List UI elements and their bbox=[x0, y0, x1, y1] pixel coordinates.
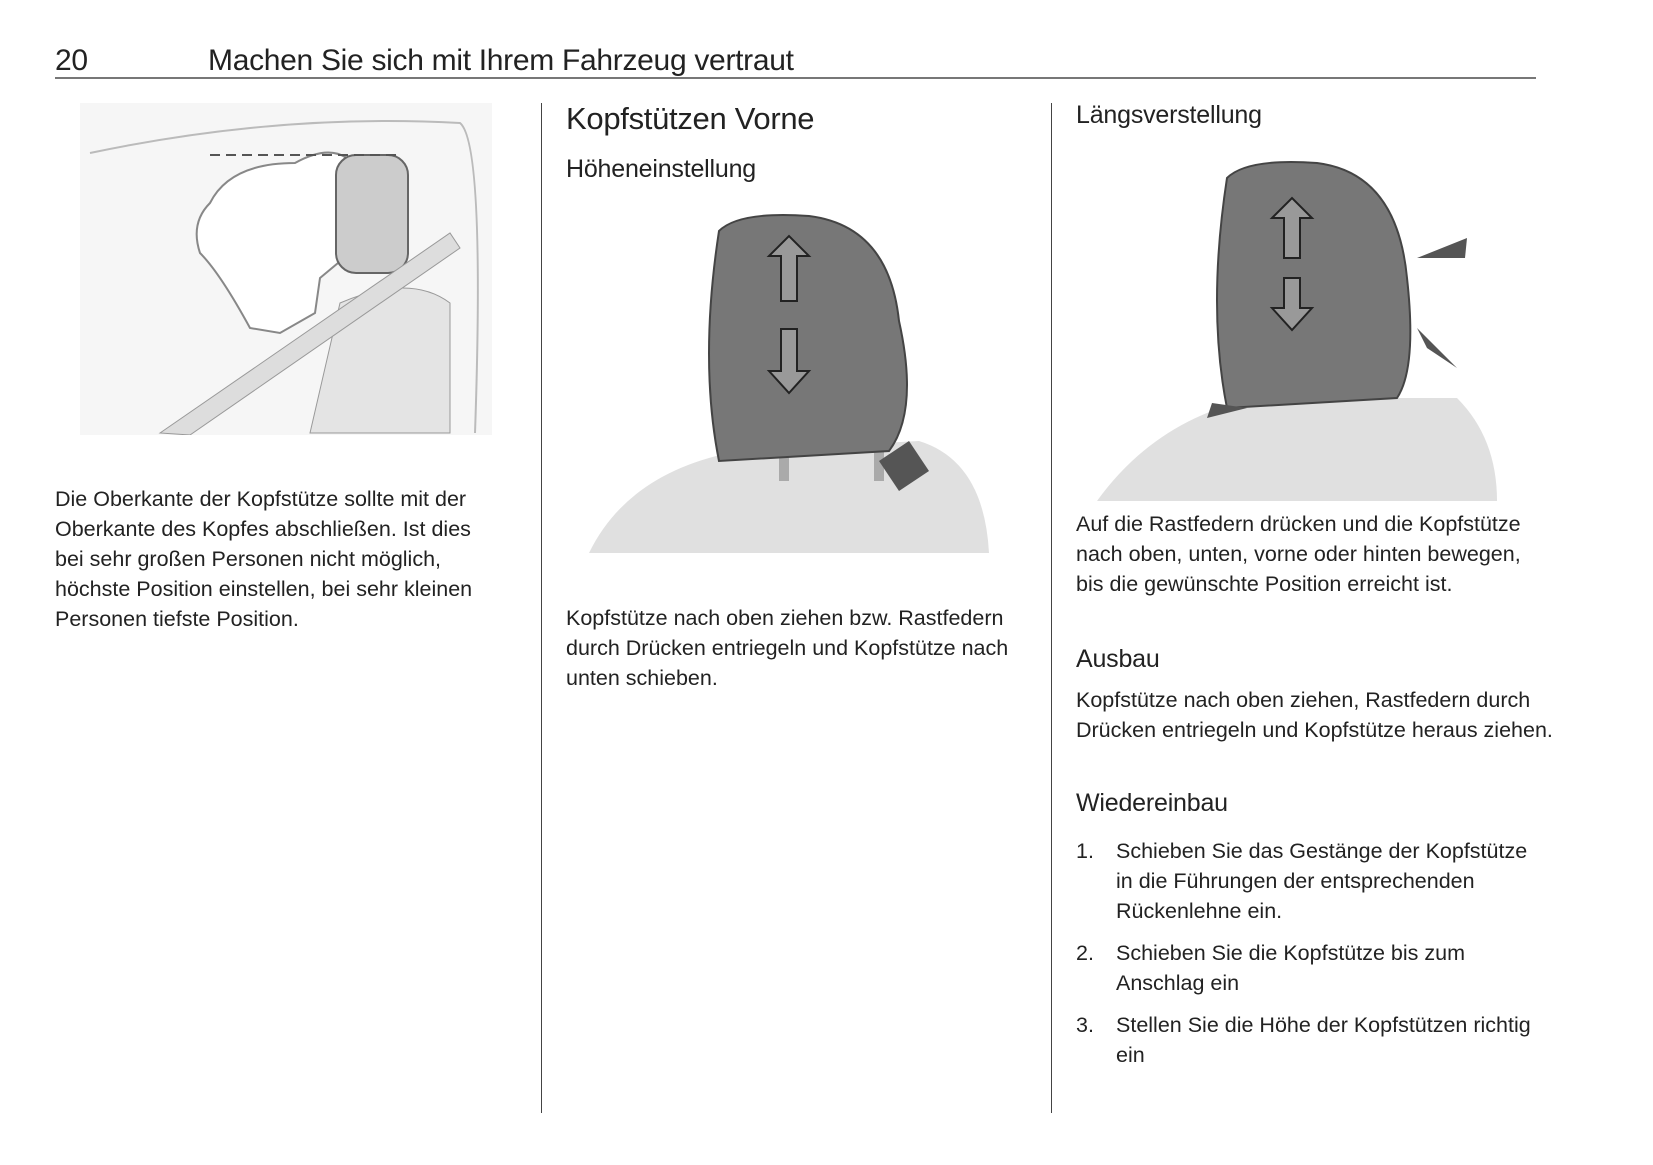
subsection-title-ausbau: Ausbau bbox=[1076, 645, 1160, 673]
ausbau-paragraph: Kopfstütze nach oben ziehen, Rastfedern durch Drücken entriegeln und Kopfstütze heraus ziehen. bbox=[1076, 688, 1553, 742]
reinstall-steps-list bbox=[1076, 836, 1546, 1082]
step-text: Schieben Sie die Kopfstütze bis zum Anschlag ein bbox=[1116, 941, 1465, 995]
list-item bbox=[1076, 836, 1546, 926]
column-divider bbox=[541, 103, 542, 1113]
step-number: 1. bbox=[1076, 839, 1094, 863]
subsection-title: Längsverstellung bbox=[1076, 101, 1262, 129]
header-rule bbox=[55, 77, 1536, 79]
headrest-height-adjustment-illustration bbox=[589, 211, 991, 553]
step-text: Stellen Sie die Höhe der Kopfstützen richtig ein bbox=[1116, 1013, 1531, 1067]
headrest-position-illustration bbox=[80, 103, 492, 435]
height-adjustment-paragraph: Kopfstütze nach oben ziehen bzw. Rastfedern durch Drücken entriegeln und Kopfstütze nach unten schieben. bbox=[566, 606, 1009, 690]
subsection-title: Höheneinstellung bbox=[566, 155, 757, 183]
column-divider bbox=[1051, 103, 1052, 1113]
headrest-height-paragraph: Die Oberkante der Kopfstütze sollte mit der Oberkante des Kopfes abschließen. Ist dies bei sehr großen Personen nicht möglich, höchste Position einstellen, bei sehr kleinen Personen tiefste Position. bbox=[55, 487, 473, 631]
step-number: 2. bbox=[1076, 941, 1094, 965]
page-header-title: Machen Sie sich mit Ihrem Fahrzeug vertraut bbox=[208, 44, 794, 77]
list-item bbox=[1076, 1010, 1546, 1070]
step-text: Schieben Sie das Gestänge der Kopfstütze in die Führungen der entsprechenden Rückenlehne ein. bbox=[1116, 839, 1528, 923]
step-number: 3. bbox=[1076, 1013, 1094, 1037]
subsection-title-wiedereinbau: Wiedereinbau bbox=[1076, 789, 1228, 817]
section-title: Kopfstützen Vorne bbox=[566, 101, 815, 136]
headrest-longitudinal-adjustment-illustration bbox=[1097, 158, 1500, 501]
list-item bbox=[1076, 938, 1546, 998]
longitudinal-paragraph: Auf die Rastfedern drücken und die Kopfstütze nach oben, unten, vorne oder hinten bewegen, bis die gewünschte Position erreicht ist. bbox=[1076, 512, 1521, 596]
page-number: 20 bbox=[55, 44, 88, 77]
